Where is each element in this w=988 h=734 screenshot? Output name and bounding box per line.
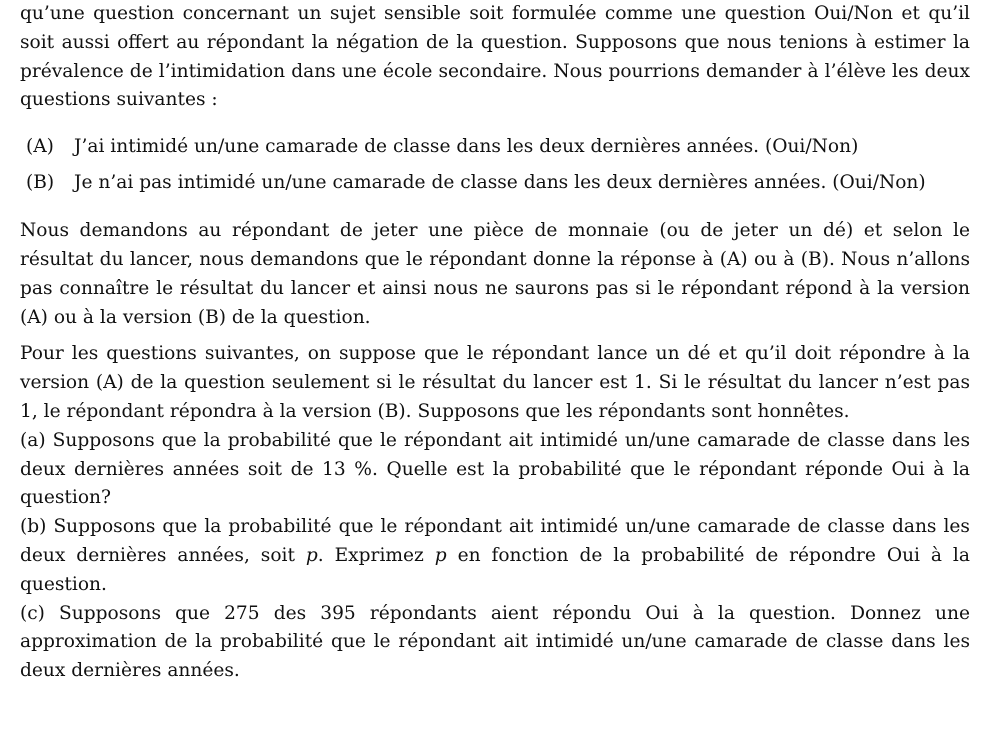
choice-b-label: (B) <box>26 172 55 194</box>
question-b-text-2: . Exprimez <box>317 544 424 566</box>
question-a-label: (a) <box>20 429 46 451</box>
choice-a-label: (A) <box>26 136 54 158</box>
question-a-text: Supposons que la probabilité que le répondant ait intimidé un/une camarade de classe dans les deux dernières années soit de 13 %. Quelle est la probabilité que le répondant réponde Oui à la question? <box>20 429 970 509</box>
question-c-label: (c) <box>20 602 45 624</box>
method-paragraph: Nous demandons au répondant de jeter une pièce de monnaie (ou de jeter un dé) et selon le résultat du lancer, nous demandons que le répondant donne la réponse à (A) ou à (B). Nous n’allons pas connaître le résultat du lancer et ainsi nous ne saurons pas si le répondant répond à la version (A) ou à la version (B) de la question. <box>20 220 970 328</box>
choice-b <box>20 168 970 198</box>
question-a <box>20 427 970 513</box>
spacer <box>20 115 970 132</box>
choice-a <box>20 132 970 162</box>
math-variable-p: p <box>305 544 318 566</box>
question-b-label: (b) <box>20 516 47 538</box>
spacer <box>20 332 970 340</box>
question-c-text: Supposons que 275 des 395 répondants aient répondu Oui à la question. Donnez une approximation de la probabilité que le répondant ait intimidé un/une camarade de classe dans les deux dernières années. <box>20 602 970 682</box>
question-c <box>20 600 970 686</box>
math-variable-p: p <box>434 544 447 566</box>
choice-a-text: J’ai intimidé un/une camarade de classe dans les deux dernières années. (Oui/Non) <box>74 136 859 158</box>
question-b-text-1: Supposons que la probabilité que le répondant ait intimidé un/une camarade de classe dans les deux dernières années, soit <box>20 516 970 566</box>
intro-paragraph: qu’une question concernant un sujet sensible soit formulée comme une question Oui/Non et qu’il soit aussi offert au répondant la négation de la question. Supposons que nous tenions à estimer la prévalence de l’intimidation dans une école secondaire. Nous pourrions demander à l’élève les deux questions suivantes : <box>20 3 970 111</box>
question-b <box>20 513 970 599</box>
question-b-text-3: en fonction de la probabilité de répondre Oui à la question. <box>20 544 970 595</box>
choice-b-text: Je n’ai pas intimidé un/une camarade de classe dans les deux dernières années. (Oui/Non) <box>74 172 926 194</box>
setup-paragraph: Pour les questions suivantes, on suppose que le répondant lance un dé et qu’il doit répondre à la version (A) de la question seulement si le résultat du lancer est 1. Si le résultat du lancer n’est pas 1, le répondant répondra à la version (B). Supposons que les répondants sont honnêtes. <box>20 343 970 422</box>
spacer <box>20 204 970 217</box>
document-page <box>20 0 970 686</box>
